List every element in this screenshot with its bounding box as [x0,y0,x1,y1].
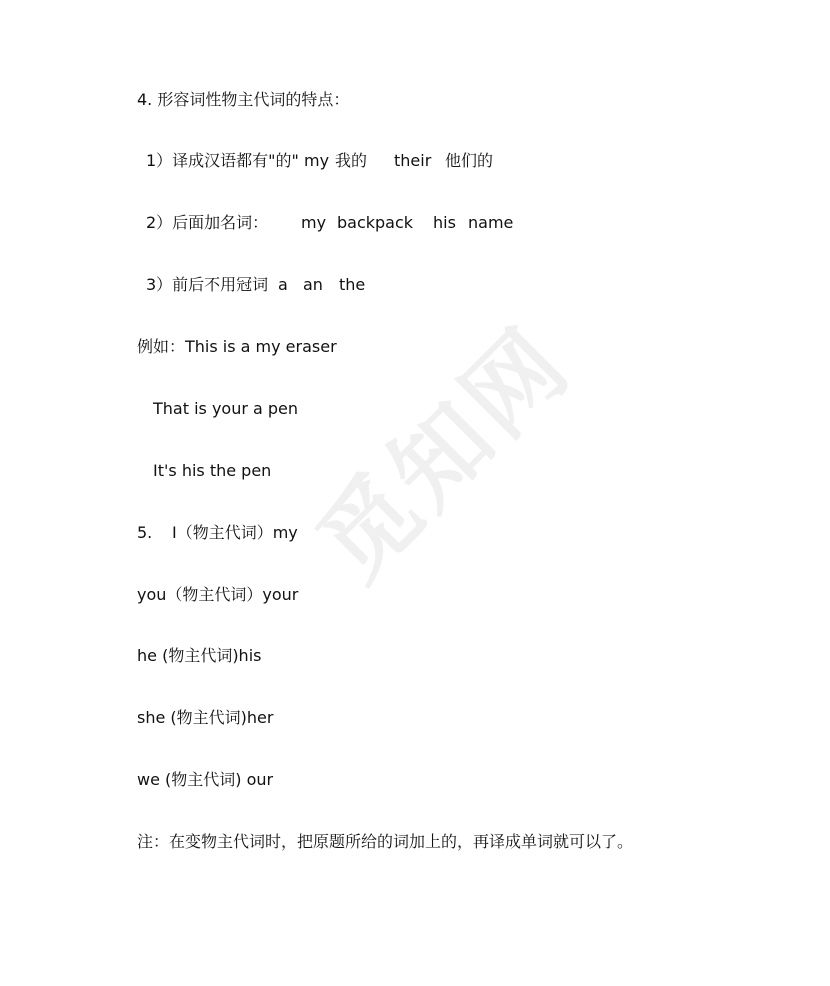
feature-line-2 [146,213,546,233]
example-line-1: 例如：This is a my eraser [137,337,337,356]
feature-1-text: 1）译成汉语都有"的" my [146,151,330,170]
pronoun-we: we (物主代词) our [137,770,274,789]
feature-3-a: a [278,275,288,294]
feature-1-tamende: 他们的 [445,151,494,170]
example-line-3: It's his the pen [153,461,272,480]
feature-1-wode: 我的 [335,151,368,170]
feature-line-1 [146,151,546,171]
feature-2-his: his [433,213,456,232]
watermark: 觅知网 [296,306,593,602]
feature-2-name: name [468,213,514,232]
heading-point-4: 4. 形容词性物主代词的特点： [137,90,350,109]
pronoun-she: she (物主代词)her [137,708,274,727]
note-line: 注：在变物主代词时，把原题所给的词加上的，再译成单词就可以了。 [137,832,634,851]
pronoun-you: you（物主代词）your [137,585,299,604]
feature-3-an: an [303,275,323,294]
feature-2-text: 2）后面加名词： [146,213,269,232]
feature-2-backpack: backpack [337,213,414,232]
feature-2-my: my [301,213,327,232]
feature-line-3 [146,275,446,295]
feature-1-their: their [394,151,432,170]
point-5-number: 5. [137,523,153,542]
pronoun-i: I（物主代词）my [172,523,298,542]
feature-3-the: the [339,275,366,294]
feature-3-text: 3）前后不用冠词 [146,275,269,294]
example-line-2: That is your a pen [153,399,299,418]
pronoun-he: he (物主代词)his [137,646,262,665]
heading-point-5 [137,523,437,543]
